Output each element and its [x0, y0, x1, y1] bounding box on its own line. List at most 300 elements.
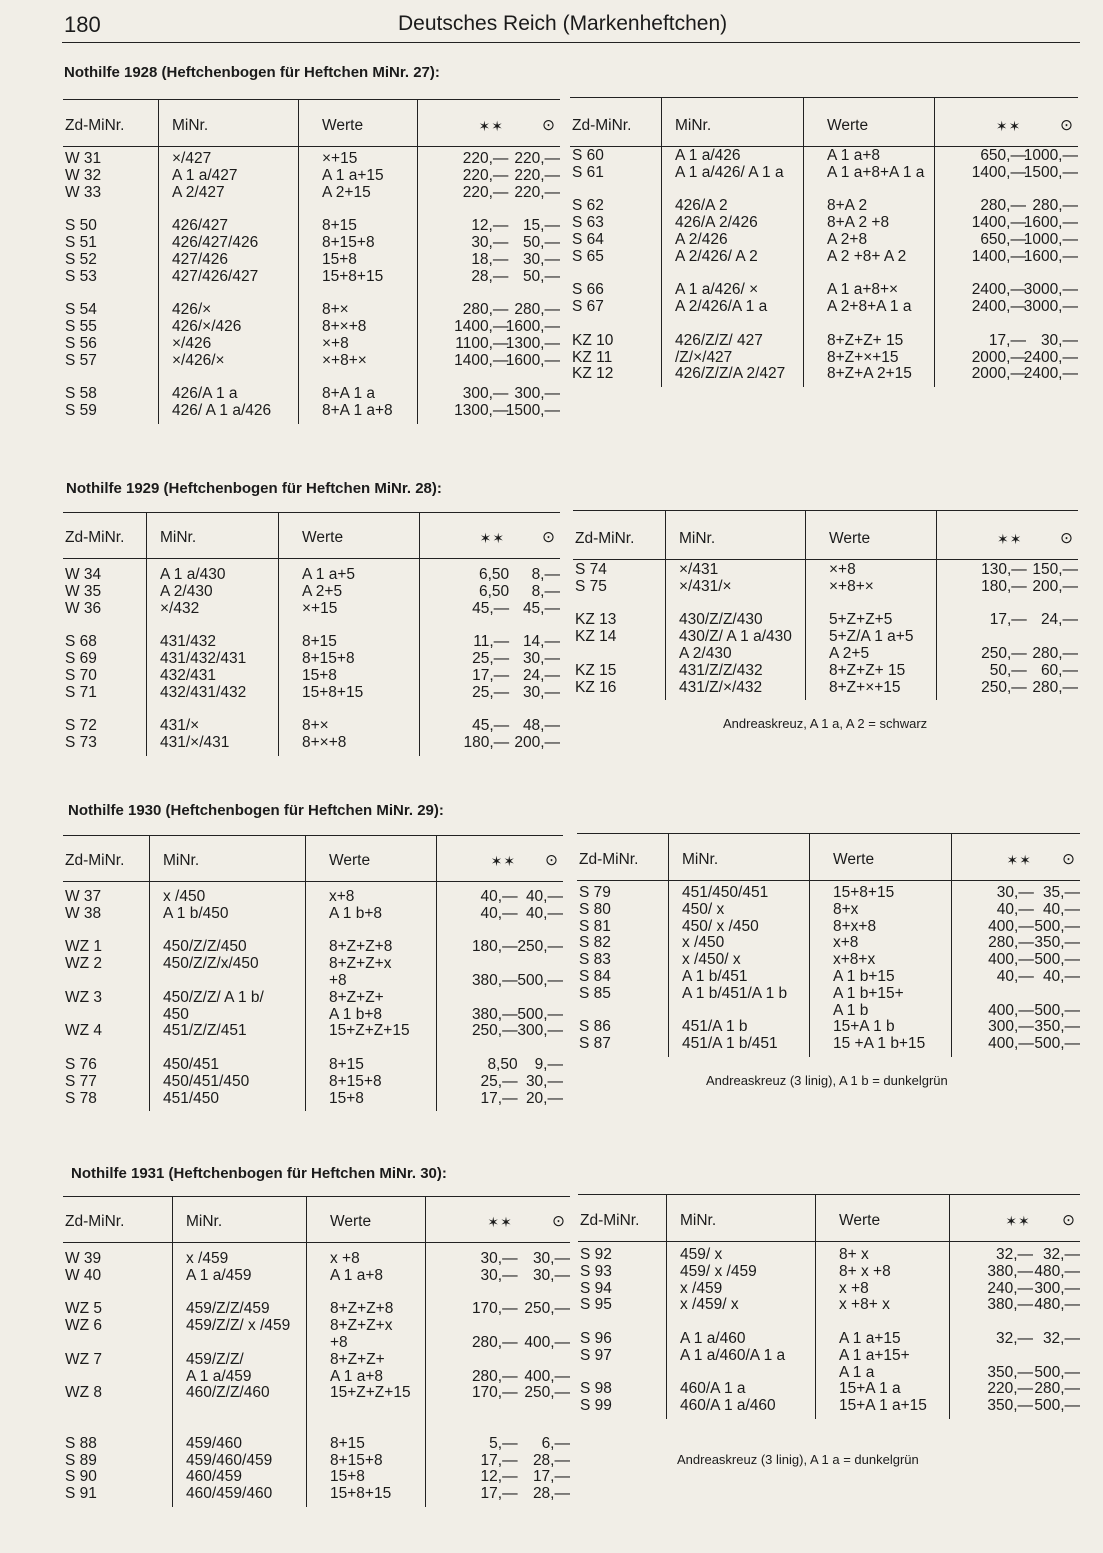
header-minr: MiNr.: [160, 529, 197, 546]
werte-cell: 8+15+8: [329, 1072, 382, 1090]
minr-cell: 430/Z/ A 1 a/430: [679, 628, 792, 646]
price-postfrisch: 1400,—: [971, 163, 1026, 181]
zd-minr-cell: W 37: [65, 888, 102, 905]
minr-cell: 460/A 1 a/460: [680, 1397, 776, 1415]
werte-cell: 15+8: [330, 1468, 365, 1486]
zd-minr-cell: S 78: [65, 1089, 97, 1107]
price-postfrisch: 400,—: [988, 951, 1034, 969]
header-werte: Werte: [302, 529, 344, 546]
minr-cell: x /459/ x: [680, 1296, 739, 1314]
price-gestempelt: 500,—: [1034, 917, 1080, 935]
price-gestempelt: 50,—: [522, 234, 560, 251]
header-minr: MiNr.: [679, 530, 716, 547]
price-gestempelt: 200,—: [514, 734, 560, 751]
price-gestempelt: 40,—: [525, 888, 563, 905]
price-postfrisch: 45,—: [472, 717, 510, 735]
header-zd-minr: Zd-MiNr.: [579, 851, 639, 868]
price-gestempelt: 500,—: [1034, 951, 1080, 969]
price-gestempelt: 35,—: [1042, 884, 1080, 901]
price-postfrisch: 380,—: [987, 1262, 1034, 1280]
price-gestempelt: 1300,—: [505, 334, 560, 352]
table-header-rule: [577, 880, 1080, 881]
zd-minr-cell: S 92: [580, 1246, 612, 1263]
minr-cell: 451/A 1 b/451: [682, 1035, 778, 1053]
price-gestempelt: 30,—: [525, 1072, 563, 1090]
minr-cell: 460/459/460: [186, 1485, 273, 1503]
werte-cell: A 1 b+8: [329, 904, 383, 922]
minr-cell: 451/450/451: [682, 884, 769, 901]
minr-cell: 459/Z/Z/: [186, 1350, 244, 1368]
zd-minr-cell: S 90: [65, 1468, 97, 1486]
header-werte: Werte: [833, 851, 875, 868]
header-postfrisch-icon: ✶✶: [479, 530, 506, 546]
zd-minr-cell: S 97: [580, 1346, 612, 1364]
column-rule: [417, 99, 418, 424]
price-postfrisch: 17,—: [480, 1451, 518, 1469]
zd-minr-cell: S 79: [579, 884, 611, 901]
price-gestempelt: 480,—: [1034, 1296, 1080, 1314]
price-postfrisch: 40,—: [480, 888, 518, 905]
section-title: Nothilfe 1931 (Heftchenbogen für Heftchen MiNr. 30):: [71, 1165, 447, 1182]
column-rule: [158, 99, 159, 424]
minr-cell: ×/431/×: [679, 577, 732, 595]
column-rule: [951, 833, 952, 1057]
price-postfrisch: 220,—: [462, 150, 509, 167]
header-minr: MiNr.: [682, 851, 719, 868]
price-postfrisch: 45,—: [472, 599, 510, 617]
werte-cell: 8+Z+Z+8: [329, 938, 393, 956]
header-postfrisch-icon: ✶✶: [997, 531, 1023, 547]
werte-cell: 8+x+8: [833, 917, 877, 935]
minr-cell: x /450: [682, 934, 725, 952]
werte-cell: 15 +A 1 b+15: [833, 1035, 926, 1053]
header-postfrisch-icon: ✶✶: [478, 118, 504, 134]
minr-cell: 432/431: [160, 666, 217, 684]
header-werte: Werte: [330, 1213, 372, 1230]
minr-cell: 460/Z/Z/460: [186, 1384, 270, 1402]
zd-minr-cell: KZ 12: [572, 365, 614, 383]
werte-cell: 15+Z+Z+15: [330, 1384, 411, 1402]
table-header-rule: [573, 559, 1078, 560]
minr-cell: ×/426: [172, 334, 212, 352]
minr-cell: 459/Z/Z/ x /459: [186, 1317, 291, 1335]
column-rule: [934, 97, 935, 387]
zd-minr-cell: KZ 15: [575, 661, 617, 679]
price-gestempelt: 32,—: [1042, 1246, 1080, 1263]
price-gestempelt: 300,—: [517, 1022, 563, 1040]
price-postfrisch: 1400,—: [971, 247, 1026, 265]
minr-cell: x /450/ x: [682, 951, 741, 969]
werte-cell: 8+×+8: [302, 734, 347, 751]
zd-minr-cell: WZ 8: [65, 1384, 103, 1402]
minr-cell: A 1 b/450: [163, 904, 229, 922]
header-zd-minr: Zd-MiNr.: [65, 529, 125, 546]
price-gestempelt: 500,—: [1034, 1363, 1080, 1381]
header-zd-minr: Zd-MiNr.: [65, 1213, 125, 1230]
table-top-rule: [573, 510, 1078, 511]
price-gestempelt: 500,—: [517, 972, 563, 989]
minr-cell: 460/A 1 a: [680, 1380, 746, 1398]
werte-cell: 8+×: [322, 301, 349, 319]
price-postfrisch: 280,—: [462, 301, 509, 319]
werte-cell: 8+×+8: [322, 318, 367, 335]
price-postfrisch: 180,—: [471, 938, 518, 956]
minr-cell: x /459: [186, 1250, 229, 1267]
price-gestempelt: 250,—: [524, 1300, 570, 1318]
werte-cell: A 1 a+8+A 1 a: [827, 163, 925, 181]
werte-cell: 15+Z+Z+15: [329, 1022, 410, 1040]
werte-cell: 8+ x: [839, 1246, 869, 1263]
price-gestempelt: 300,—: [514, 385, 560, 403]
price-gestempelt: 28,—: [532, 1485, 570, 1503]
price-postfrisch: 2400,—: [971, 298, 1026, 316]
minr-cell: 450/451/450: [163, 1072, 250, 1090]
werte-cell: 8+Z+×+15: [829, 678, 901, 696]
werte-cell: ×+8+×: [829, 577, 874, 595]
minr-cell: 459/460/459: [186, 1451, 273, 1469]
price-postfrisch: 400,—: [988, 917, 1034, 935]
zd-minr-cell: W 31: [65, 150, 102, 167]
zd-minr-cell: W 35: [65, 582, 102, 600]
section-title: Nothilfe 1928 (Heftchenbogen für Heftchen MiNr. 27):: [64, 64, 440, 81]
werte-cell: 5+Z/A 1 a+5: [829, 628, 914, 646]
minr-cell: A 2/430: [679, 645, 732, 662]
price-gestempelt: 150,—: [1032, 561, 1078, 578]
price-postfrisch: 17,—: [988, 331, 1026, 349]
price-gestempelt: 1000,—: [1023, 147, 1078, 164]
werte-cell: A 2+5: [829, 645, 870, 662]
minr-cell: A 2/427: [172, 183, 225, 201]
werte-cell: 15+8+15: [833, 884, 895, 901]
werte-cell: 8+Z+Z+: [329, 988, 384, 1006]
price-gestempelt: 28,—: [532, 1451, 570, 1469]
werte-cell: 15+8: [329, 1089, 364, 1107]
minr-cell: 426/A 1 a: [172, 385, 238, 403]
werte-cell: 15+A 1 a+15: [839, 1397, 927, 1415]
minr-cell: 426/Z/Z/ 427: [675, 331, 763, 349]
minr-cell: 426/Z/Z/A 2/427: [675, 365, 786, 383]
werte-cell: ×+8: [829, 561, 856, 578]
minr-cell: A 1 a/460: [680, 1330, 746, 1347]
werte-cell: A 1 b+15: [833, 968, 895, 985]
price-postfrisch: 250,—: [981, 645, 1027, 662]
zd-minr-cell: S 93: [580, 1262, 612, 1280]
price-gestempelt: 1600,—: [505, 318, 560, 335]
price-gestempelt: 250,—: [517, 938, 563, 956]
price-postfrisch: 30,—: [480, 1250, 518, 1267]
column-rule: [425, 1196, 426, 1507]
zd-minr-cell: S 52: [65, 250, 97, 268]
table-top-rule: [63, 512, 560, 513]
column-rule: [666, 1194, 667, 1419]
column-rule: [436, 835, 437, 1111]
price-gestempelt: 6,—: [541, 1434, 570, 1452]
price-postfrisch: 40,—: [996, 900, 1034, 918]
price-gestempelt: 40,—: [1042, 900, 1080, 918]
zd-minr-cell: S 67: [572, 298, 604, 316]
price-postfrisch: 12,—: [480, 1468, 518, 1486]
column-rule: [419, 512, 420, 756]
minr-cell: 450/ x: [682, 900, 725, 918]
price-postfrisch: 400,—: [988, 1001, 1034, 1019]
zd-minr-cell: WZ 4: [65, 1022, 103, 1040]
minr-cell: A 2/430: [160, 582, 213, 600]
werte-cell: x +8: [330, 1250, 360, 1267]
price-postfrisch: 17,—: [480, 1485, 518, 1503]
price-postfrisch: 280,—: [471, 1334, 518, 1351]
minr-cell: 459/ x: [680, 1246, 723, 1263]
werte-cell: 15+8+15: [302, 683, 364, 701]
price-gestempelt: 3000,—: [1023, 298, 1078, 316]
minr-cell: 426/427/426: [172, 234, 259, 251]
table-top-rule: [578, 1194, 1080, 1195]
catalog-table: [578, 1194, 1080, 1419]
table-top-rule: [570, 97, 1078, 98]
table-top-rule: [63, 835, 563, 836]
price-gestempelt: 500,—: [517, 1005, 563, 1023]
zd-minr-cell: S 63: [572, 214, 604, 232]
price-gestempelt: 32,—: [1042, 1330, 1080, 1347]
zd-minr-cell: S 96: [580, 1330, 612, 1347]
zd-minr-cell: W 34: [65, 566, 102, 583]
price-postfrisch: 300,—: [462, 385, 509, 403]
price-postfrisch: 25,—: [480, 1072, 518, 1090]
minr-cell: 460/459: [186, 1468, 243, 1486]
catalog-table: [63, 99, 560, 424]
werte-cell: +8: [330, 1334, 348, 1351]
price-postfrisch: 400,—: [988, 1035, 1034, 1053]
werte-cell: x+8+x: [833, 951, 876, 969]
header-werte: Werte: [329, 852, 371, 869]
price-postfrisch: 220,—: [462, 183, 509, 201]
zd-minr-cell: S 74: [575, 561, 607, 578]
price-gestempelt: 2400,—: [1023, 348, 1078, 366]
werte-cell: ×+15: [322, 150, 358, 167]
column-rule: [298, 99, 299, 424]
column-rule: [803, 97, 804, 387]
werte-cell: 8+Z+Z+: [330, 1350, 385, 1368]
zd-minr-cell: S 61: [572, 163, 604, 181]
table-header-rule: [63, 146, 560, 147]
minr-cell: A 1 a/460/A 1 a: [680, 1346, 786, 1364]
minr-cell: A 1 b/451: [682, 968, 748, 985]
werte-cell: 8+A 1 a+8: [322, 402, 393, 419]
column-rule: [306, 1196, 307, 1507]
price-postfrisch: 40,—: [996, 968, 1034, 985]
zd-minr-cell: S 57: [65, 351, 97, 369]
price-gestempelt: 400,—: [524, 1334, 570, 1351]
zd-minr-cell: W 33: [65, 183, 102, 201]
price-gestempelt: 250,—: [524, 1384, 570, 1402]
werte-cell: x+8: [833, 934, 859, 952]
minr-cell: A 1 a/426/ A 1 a: [675, 163, 784, 181]
price-gestempelt: 8,—: [531, 566, 560, 583]
price-postfrisch: 280,—: [471, 1367, 518, 1385]
werte-cell: A 1 a+15: [839, 1330, 901, 1347]
price-gestempelt: 1500,—: [1023, 163, 1078, 181]
werte-cell: 8+Z+Z+x: [330, 1317, 393, 1335]
zd-minr-cell: S 91: [65, 1485, 97, 1503]
werte-cell: 8+Z+×+15: [827, 348, 899, 366]
minr-cell: A 1 a/459: [186, 1367, 252, 1385]
price-gestempelt: 350,—: [1034, 934, 1080, 952]
minr-cell: A 1 a/430: [160, 566, 226, 583]
price-gestempelt: 2400,—: [1023, 365, 1078, 383]
werte-cell: 15+8: [302, 666, 337, 684]
werte-cell: A 1 a: [839, 1363, 875, 1381]
werte-cell: 8+15: [330, 1434, 365, 1452]
header-postfrisch-icon: ✶✶: [995, 118, 1022, 134]
zd-minr-cell: S 89: [65, 1451, 97, 1469]
table-top-rule: [577, 833, 1080, 834]
werte-cell: A 1 b: [833, 1001, 869, 1019]
minr-cell: A 2/426/A 1 a: [675, 298, 768, 316]
table-header-rule: [578, 1241, 1080, 1242]
werte-cell: A 2+5: [302, 582, 343, 600]
zd-minr-cell: S 58: [65, 385, 97, 403]
price-postfrisch: 220,—: [462, 166, 509, 184]
werte-cell: A 1 a+5: [302, 566, 356, 583]
column-rule: [661, 97, 662, 387]
header-werte: Werte: [322, 117, 364, 134]
zd-minr-cell: WZ 2: [65, 955, 103, 973]
section-note: Andreaskreuz (3 linig), A 1 a = dunkelgrün: [677, 1452, 919, 1467]
price-gestempelt: 50,—: [522, 267, 560, 285]
minr-cell: A 1 a/426: [675, 147, 741, 164]
zd-minr-cell: KZ 13: [575, 611, 617, 629]
column-rule: [305, 835, 306, 1111]
werte-cell: 8+Z+Z+ 15: [827, 331, 904, 349]
price-gestempelt: 40,—: [525, 904, 563, 922]
werte-cell: 8+15: [329, 1056, 364, 1073]
column-rule: [805, 510, 806, 700]
minr-cell: 431/Z/×/432: [679, 678, 763, 696]
price-gestempelt: 1000,—: [1023, 231, 1078, 248]
minr-cell: 450/Z/Z/450: [163, 938, 247, 956]
price-gestempelt: 30,—: [532, 1250, 570, 1267]
zd-minr-cell: S 87: [579, 1035, 611, 1053]
price-postfrisch: 650,—: [980, 231, 1026, 248]
minr-cell: 426/×: [172, 301, 212, 319]
minr-cell: ×/431: [679, 561, 719, 578]
header-minr: MiNr.: [163, 852, 200, 869]
zd-minr-cell: S 76: [65, 1056, 97, 1073]
catalog-table: [577, 833, 1080, 1057]
column-rule: [668, 833, 669, 1057]
price-postfrisch: 8,50: [487, 1056, 518, 1073]
price-postfrisch: 28,—: [471, 267, 509, 285]
column-rule: [949, 1194, 950, 1419]
header-gestempelt-icon: ⊙: [1060, 530, 1073, 547]
werte-cell: 8+Z+A 2+15: [827, 365, 912, 383]
price-postfrisch: 30,—: [996, 884, 1034, 901]
price-postfrisch: 170,—: [471, 1300, 518, 1318]
header-minr: MiNr.: [680, 1212, 717, 1229]
header-zd-minr: Zd-MiNr.: [65, 117, 125, 134]
werte-cell: 15+8+15: [322, 267, 384, 285]
minr-cell: ×/426/×: [172, 351, 225, 369]
catalog-table: [63, 1196, 570, 1507]
zd-minr-cell: S 80: [579, 900, 611, 918]
werte-cell: A 2+8+A 1 a: [827, 298, 912, 316]
price-postfrisch: 350,—: [987, 1363, 1034, 1381]
price-postfrisch: 25,—: [472, 650, 510, 667]
header-werte: Werte: [839, 1212, 881, 1229]
price-postfrisch: 25,—: [472, 683, 510, 701]
price-postfrisch: 5,—: [489, 1434, 518, 1452]
zd-minr-cell: S 60: [572, 147, 604, 164]
price-postfrisch: 50,—: [989, 661, 1027, 679]
price-postfrisch: 17,—: [989, 611, 1027, 629]
zd-minr-cell: S 62: [572, 197, 604, 215]
zd-minr-cell: KZ 10: [572, 331, 614, 349]
minr-cell: A 1 a/459: [186, 1266, 252, 1284]
price-gestempelt: 60,—: [1040, 661, 1078, 679]
minr-cell: 430/Z/Z/430: [679, 611, 763, 629]
werte-cell: 8+15: [322, 217, 357, 235]
price-postfrisch: 250,—: [471, 1022, 518, 1040]
price-gestempelt: 30,—: [532, 1266, 570, 1284]
minr-cell: 459/460: [186, 1434, 243, 1452]
table-header-rule: [63, 558, 560, 559]
werte-cell: ×+8: [322, 334, 349, 352]
price-postfrisch: 32,—: [995, 1330, 1034, 1347]
price-gestempelt: 500,—: [1034, 1035, 1080, 1053]
price-postfrisch: 220,—: [987, 1380, 1034, 1398]
price-gestempelt: 220,—: [514, 150, 560, 167]
zd-minr-cell: WZ 1: [65, 938, 103, 956]
minr-cell: 431/×: [160, 717, 200, 735]
price-gestempelt: 300,—: [1034, 1279, 1080, 1297]
price-postfrisch: 1400,—: [454, 351, 509, 369]
werte-cell: 8+15+8: [302, 650, 355, 667]
minr-cell: 450/Z/Z/ A 1 b/: [163, 988, 264, 1006]
werte-cell: 8+15+8: [330, 1451, 383, 1469]
section-title: Nothilfe 1930 (Heftchenbogen für Heftchen MiNr. 29):: [68, 802, 444, 819]
price-postfrisch: 300,—: [988, 1018, 1034, 1036]
minr-cell: ×/427: [172, 150, 212, 167]
header-gestempelt-icon: ⊙: [552, 1213, 565, 1230]
minr-cell: 427/426/427: [172, 267, 259, 285]
column-rule: [809, 833, 810, 1057]
minr-cell: 426/×/426: [172, 318, 242, 335]
catalog-table: [570, 97, 1078, 387]
werte-cell: A 1 a+8: [827, 147, 881, 164]
werte-cell: 8+×: [302, 717, 329, 735]
zd-minr-cell: S 82: [579, 934, 611, 952]
zd-minr-cell: S 95: [580, 1296, 612, 1314]
catalog-table: [63, 512, 560, 756]
header-minr: MiNr.: [172, 117, 209, 134]
werte-cell: A 1 a+8+×: [827, 281, 899, 299]
header-gestempelt-icon: ⊙: [1062, 851, 1075, 868]
header-gestempelt-icon: ⊙: [1060, 117, 1073, 134]
price-postfrisch: 350,—: [987, 1397, 1034, 1415]
zd-minr-cell: S 94: [580, 1279, 612, 1297]
zd-minr-cell: S 56: [65, 334, 97, 352]
price-postfrisch: 6,50: [478, 582, 510, 600]
minr-cell: 426/427: [172, 217, 229, 235]
price-postfrisch: 380,—: [471, 1005, 518, 1023]
price-gestempelt: 500,—: [1034, 1397, 1080, 1415]
section-title: Nothilfe 1929 (Heftchenbogen für Heftchen MiNr. 28):: [66, 480, 442, 497]
price-gestempelt: 40,—: [1042, 968, 1080, 985]
price-gestempelt: 220,—: [514, 183, 560, 201]
zd-minr-cell: S 65: [572, 247, 604, 265]
header-gestempelt-icon: ⊙: [545, 852, 558, 869]
minr-cell: A 1 a/427: [172, 166, 238, 184]
zd-minr-cell: S 75: [575, 577, 607, 595]
